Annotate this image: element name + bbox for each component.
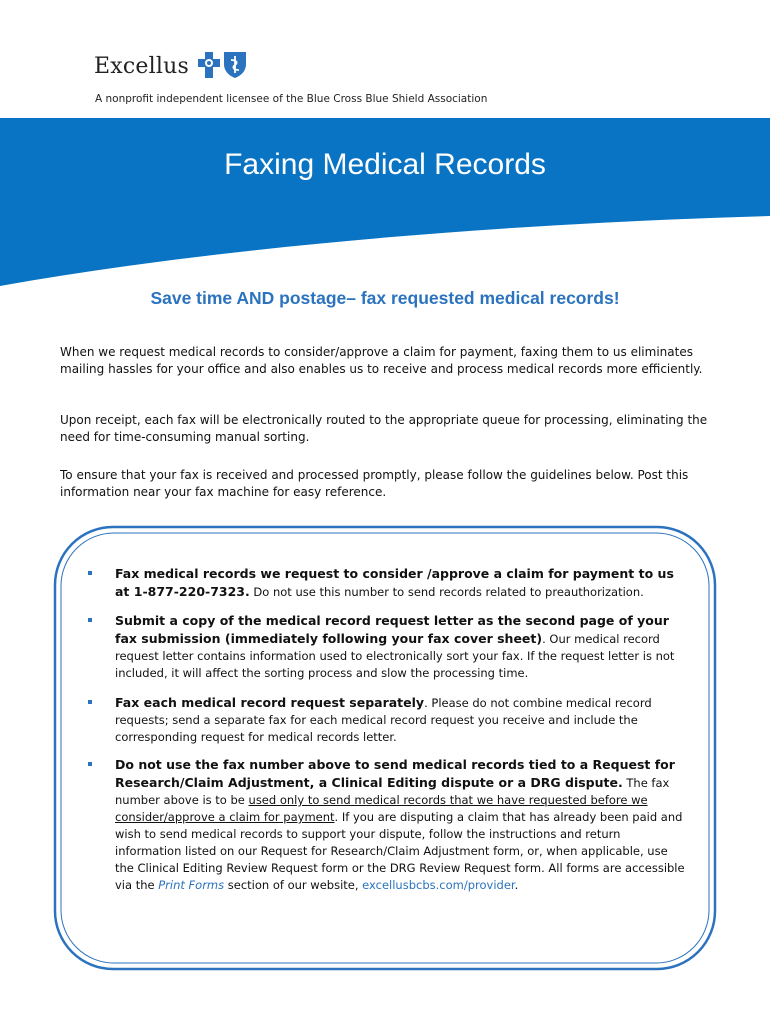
page-title: Faxing Medical Records: [224, 148, 546, 181]
blue-cross-icon: [196, 50, 222, 80]
guideline-item: [88, 612, 688, 682]
guidelines-intro-paragraph: To ensure that your fax is received and processed promptly, please follow the guidelines below. Post this information near your fax machine for easy reference.: [60, 468, 689, 499]
bullet-icon: [88, 618, 92, 622]
print-forms-link[interactable]: Print Forms: [158, 878, 225, 892]
guideline-bold-text: Submit a copy of the medical record request letter as the second page of your fax submission (immediately following your fax cover sheet): [115, 613, 669, 646]
guideline-text: . Please do not combine medical record requests; send a separate fax for each medical record request you receive and include the corresponding request for medical records letter.: [115, 696, 652, 744]
guideline-text: Do not use this number to send records related to preauthorization.: [249, 585, 644, 599]
bullet-icon: [88, 700, 92, 704]
guideline-bold-text: Do not use the fax number above to send medical records tied to a Request for Research/Claim Adjustment, a Clinical Editing dispute or a DRG dispute.: [115, 757, 675, 790]
title-banner: [0, 118, 770, 288]
guideline-text: . Our medical record request letter contains information used to electronically sort your fax. If the request letter is not included, it will affect the sorting process and slow the processing time.: [115, 632, 675, 680]
guideline-text: .: [514, 878, 519, 892]
guideline-underlined-text: used only to send medical records that we have requested before we consider/approve a claim for payment: [115, 793, 648, 824]
routing-paragraph: Upon receipt, each fax will be electronically routed to the appropriate queue for processing, eliminating the need for time-consuming manual sorting.: [60, 413, 708, 444]
guideline-bold-text: Fax medical records we request to consider /approve a claim for payment to us at 1-877-220-7323.: [115, 566, 674, 599]
blue-shield-icon: [222, 50, 248, 80]
tagline: A nonprofit independent licensee of the Blue Cross Blue Shield Association: [95, 93, 488, 105]
guideline-item: [88, 694, 688, 746]
guideline-text: section of our website,: [224, 878, 363, 892]
website-link[interactable]: excellusbcbs.com/provider: [362, 878, 515, 892]
logo-wordmark: Excellus: [94, 54, 189, 79]
intro-paragraph: When we request medical records to consider/approve a claim for payment, faxing them to us eliminates mailing hassles for your office and also enables us to receive and process medical records more efficiently.: [60, 345, 703, 376]
bullet-icon: [88, 571, 92, 575]
guideline-text: . If you are disputing a claim that has already been paid and wish to send medical records to support your dispute, follow the instructions and return information listed on our Request for Research/Claim Adjustment form, or, when applicable, use the Clinical Editing Review Request form or the DRG Review Request form.: [115, 810, 683, 875]
guideline-item: [88, 565, 688, 601]
bullet-icon: [88, 762, 92, 766]
guideline-item: [88, 756, 688, 894]
guideline-text: All forms are accessible via the: [115, 861, 685, 892]
guidelines-list: [88, 565, 688, 894]
subheading: Save time AND postage– fax requested medical records!: [150, 288, 620, 308]
guideline-text: The fax number above is to be: [115, 776, 670, 807]
guideline-bold-text: Fax each medical record request separately: [115, 695, 425, 710]
banner-shape: [0, 118, 770, 288]
